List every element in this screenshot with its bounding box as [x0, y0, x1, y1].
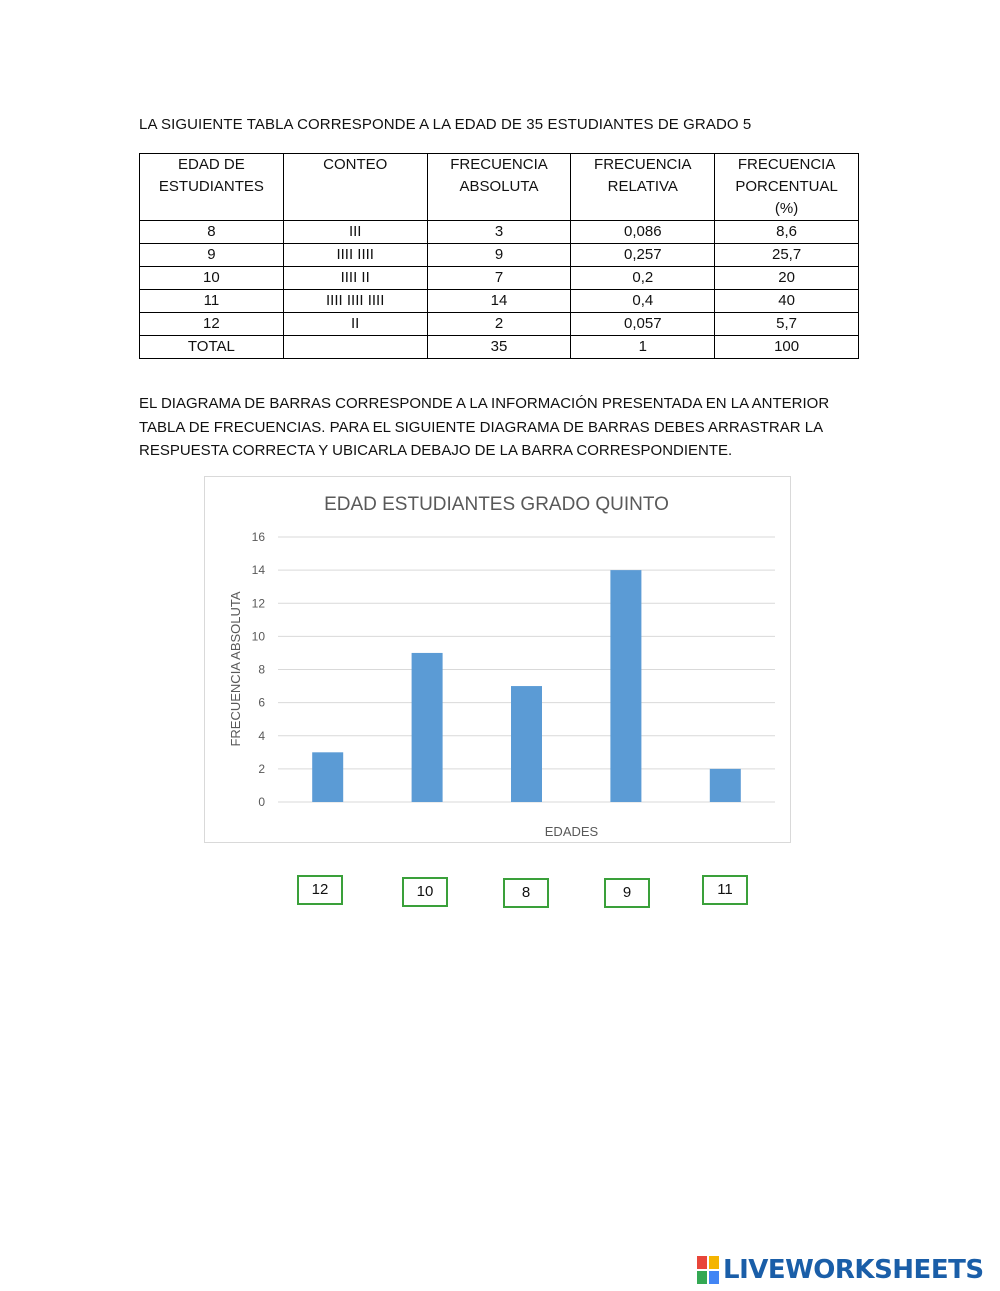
bar-chart: [204, 476, 791, 843]
table-row: [140, 244, 859, 267]
y-tick-label: 14: [251, 563, 265, 578]
y-tick-label: 0: [258, 795, 265, 809]
table-cell: 3: [427, 221, 571, 244]
bar: [710, 769, 741, 802]
table-cell: 12: [140, 313, 284, 336]
table-header-cell: FRECUENCIA PORCENTUAL (%): [715, 154, 859, 221]
table-cell: 0,086: [571, 221, 715, 244]
bar: [610, 570, 641, 802]
brand-name: LIVEWORKSHEETS: [723, 1255, 984, 1285]
table-cell: [283, 336, 427, 359]
frequency-table: [139, 153, 859, 359]
liveworksheets-logo: [697, 1254, 984, 1286]
table-cell: 10: [140, 267, 284, 290]
table-cell: IIII II: [283, 267, 427, 290]
table-header-cell: CONTEO: [283, 154, 427, 221]
table-cell: 8,6: [715, 221, 859, 244]
table-row: [140, 290, 859, 313]
table-header-cell: FRECUENCIA ABSOLUTA: [427, 154, 571, 221]
table-cell: 5,7: [715, 313, 859, 336]
x-axis-label: EDADES: [544, 824, 599, 839]
chart-title: EDAD ESTUDIANTES GRADO QUINTO: [324, 494, 669, 515]
table-header-row: [140, 154, 859, 221]
table-cell: 100: [715, 336, 859, 359]
table-cell: 9: [140, 244, 284, 267]
y-tick-label: 8: [258, 662, 265, 677]
y-tick-label: 16: [251, 530, 265, 544]
table-cell: IIII IIII IIII: [283, 290, 427, 313]
table-cell: 2: [427, 313, 571, 336]
table-cell: III: [283, 221, 427, 244]
y-tick-label: 4: [258, 728, 265, 743]
table-cell: 8: [140, 221, 284, 244]
logo-mark-icon: [697, 1256, 719, 1284]
bar: [312, 752, 343, 802]
y-tick-label: 2: [258, 761, 265, 776]
table-header-cell: FRECUENCIA RELATIVA: [571, 154, 715, 221]
table-cell: 40: [715, 290, 859, 313]
table-cell: 20: [715, 267, 859, 290]
table-cell: 9: [427, 244, 571, 267]
answer-drag-box[interactable]: 10: [402, 877, 448, 907]
bar: [511, 686, 542, 802]
table-row: [140, 336, 859, 359]
table-row: [140, 221, 859, 244]
table-cell: TOTAL: [140, 336, 284, 359]
table-cell: II: [283, 313, 427, 336]
instructions-paragraph: EL DIAGRAMA DE BARRAS CORRESPONDE A LA INFORMACIÓN PRESENTADA EN LA ANTERIOR TABLA DE FRECUENCIAS. PARA EL SIGUIENTE DIAGRAMA DE BARRAS DEBES ARRASTRAR LA RESPUESTA CORRECTA Y UBICARLA DEBAJO DE LA BARRA CORRESPONDIENTE.: [139, 395, 830, 459]
table-cell: 7: [427, 267, 571, 290]
table-cell: 35: [427, 336, 571, 359]
table-cell: 25,7: [715, 244, 859, 267]
answer-drag-box[interactable]: 11: [702, 875, 748, 905]
answer-drag-box[interactable]: 9: [604, 878, 650, 908]
y-tick-label: 10: [251, 629, 265, 644]
intro-text: LA SIGUIENTE TABLA CORRESPONDE A LA EDAD DE 35 ESTUDIANTES DE GRADO 5: [139, 116, 752, 133]
table-row: [140, 313, 859, 336]
table-cell: 11: [140, 290, 284, 313]
answer-drag-box[interactable]: 8: [503, 878, 549, 908]
y-tick-label: 12: [251, 596, 265, 611]
answer-drag-box[interactable]: 12: [297, 875, 343, 905]
table-cell: 0,4: [571, 290, 715, 313]
y-tick-label: 6: [258, 695, 265, 710]
table-cell: 0,257: [571, 244, 715, 267]
table-cell: 0,057: [571, 313, 715, 336]
table-row: [140, 267, 859, 290]
bar: [412, 653, 443, 802]
table-header-cell: EDAD DE ESTUDIANTES: [140, 154, 284, 221]
table-cell: IIII IIII: [283, 244, 427, 267]
bar-chart-svg: [205, 477, 792, 844]
y-axis-label: FRECUENCIA ABSOLUTA: [228, 591, 243, 747]
table-cell: 0,2: [571, 267, 715, 290]
table-cell: 1: [571, 336, 715, 359]
table-cell: 14: [427, 290, 571, 313]
